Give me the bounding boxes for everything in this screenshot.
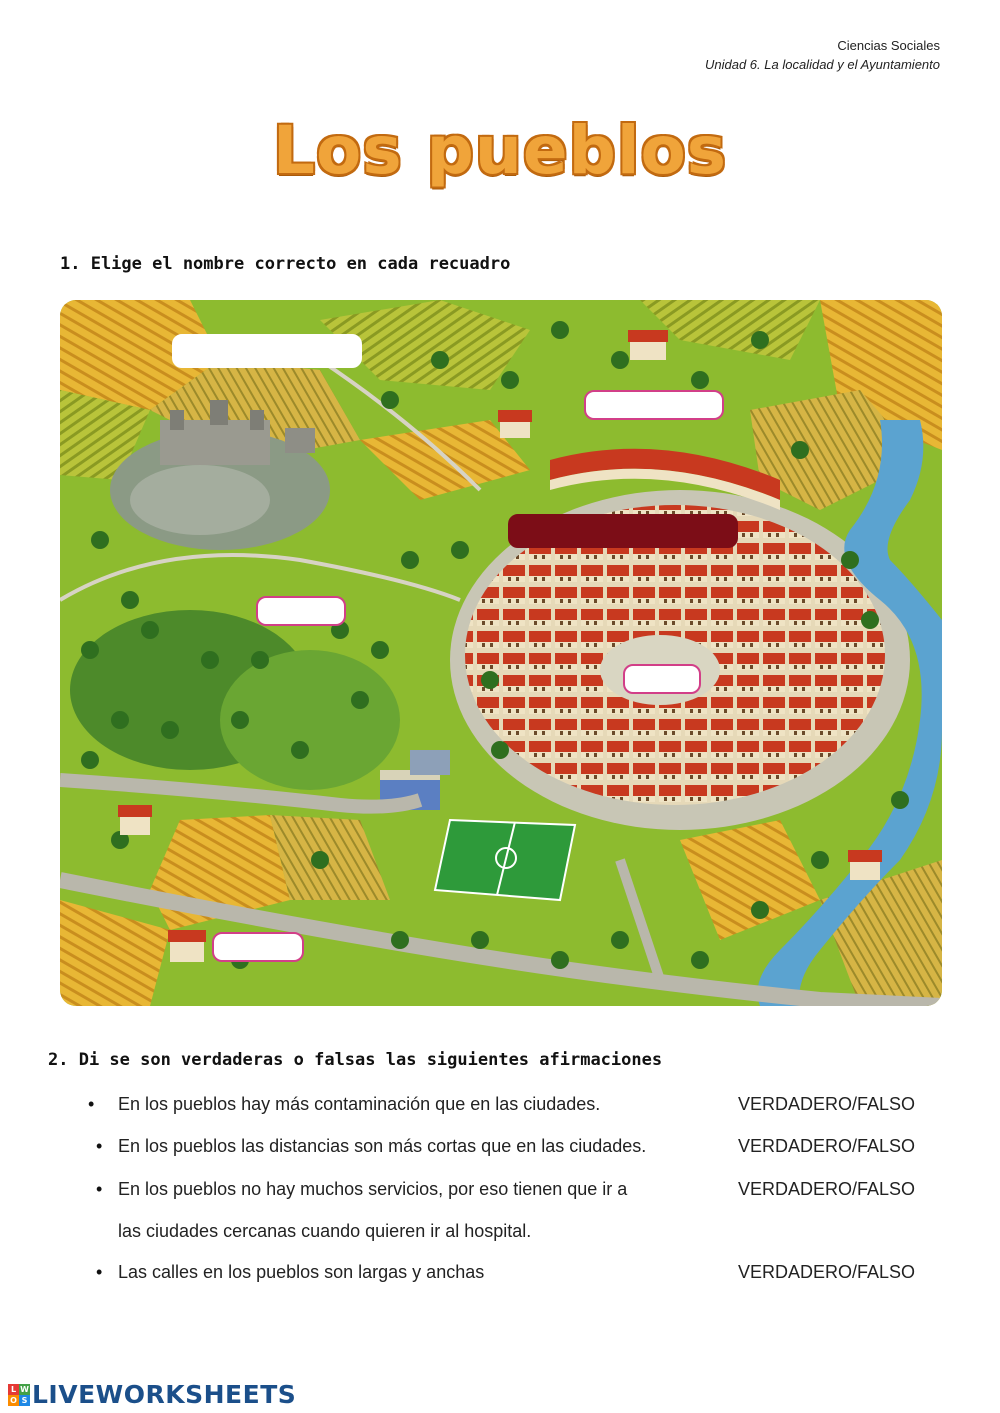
question-1-text: 1. Elige el nombre correcto en cada recuadro — [60, 254, 511, 274]
village-map-illustration — [60, 300, 942, 1006]
statement-4: Las calles en los pueblos son largas y anchas — [118, 1262, 485, 1282]
unit-label: Unidad 6. La localidad y el Ayuntamiento — [705, 57, 940, 72]
statement-2: En los pueblos las distancias son más cortas que en las ciudades. — [118, 1136, 647, 1156]
bullet-4: • — [96, 1262, 103, 1282]
answer-box-farm[interactable] — [212, 932, 304, 962]
answer-box-castle[interactable] — [172, 334, 362, 368]
bullet-2: • — [96, 1136, 103, 1156]
subject-label: Ciencias Sociales — [837, 38, 940, 53]
answer-box-forest[interactable] — [256, 596, 346, 626]
question-2-text: 2. Di se son verdaderas o falsas las siguientes afirmaciones — [48, 1050, 663, 1070]
page-title: Los pueblos — [272, 112, 728, 189]
true-false-answer-1[interactable]: VERDADERO/FALSO — [738, 1094, 916, 1114]
true-false-answer-2[interactable]: VERDADERO/FALSO — [738, 1136, 916, 1156]
true-false-answer-4[interactable]: VERDADERO/FALSO — [738, 1262, 916, 1282]
true-false-answer-3[interactable]: VERDADERO/FALSO — [738, 1179, 916, 1199]
bullet-3: • — [96, 1179, 103, 1199]
answer-box-fields[interactable] — [584, 390, 724, 420]
page-header — [705, 36, 940, 74]
bullet-1: • — [88, 1094, 95, 1114]
footer-branding — [8, 1380, 296, 1409]
answer-box-town[interactable] — [508, 514, 738, 548]
statement-3-continued: las ciudades cercanas cuando quieren ir al hospital. — [118, 1221, 532, 1241]
liveworksheets-logo-icon: L W O S — [8, 1384, 30, 1406]
brand-name: LIVEWORKSHEETS — [32, 1380, 297, 1409]
answer-box-square[interactable] — [623, 664, 701, 694]
statement-1: En los pueblos hay más contaminación que en las ciudades. — [118, 1094, 601, 1114]
statement-3: En los pueblos no hay muchos servicios, por eso tienen que ir a — [118, 1179, 628, 1199]
